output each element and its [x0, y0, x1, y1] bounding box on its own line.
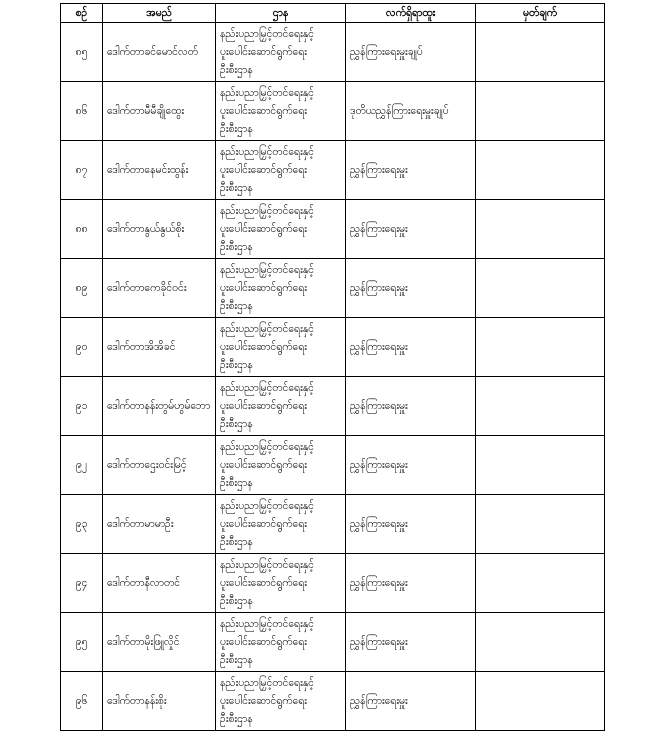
row-number: ၉၅: [61, 613, 103, 672]
department-line: နည်းပညာမြှင့်တင်ရေးနှင့်: [220, 500, 314, 512]
department-cell: [216, 377, 346, 436]
department-cell: [216, 613, 346, 672]
department-line: ပူးပေါင်းဆောင်ရွက်ရေး: [220, 695, 307, 707]
table-row: [61, 554, 605, 613]
person-name: ဒေါက်တာနေမင်းထွန်း: [103, 141, 216, 200]
row-number: ၈၉: [61, 259, 103, 318]
department-line: နည်းပညာမြှင့်တင်ရေးနှင့်: [220, 87, 314, 99]
department-line: ဦးစီးဌာန: [220, 359, 253, 371]
current-position: ညွှန်ကြားရေးမှူး: [346, 495, 476, 554]
department-cell: [216, 82, 346, 141]
remark-cell: [476, 554, 605, 613]
department-line: ပူးပေါင်းဆောင်ရွက်ရေး: [220, 518, 307, 530]
remark-cell: [476, 259, 605, 318]
table-row: [61, 672, 605, 731]
row-number: ၉၄: [61, 554, 103, 613]
department-cell: [216, 495, 346, 554]
department-line: ပူးပေါင်းဆောင်ရွက်ရေး: [220, 341, 307, 353]
person-name: ဒေါက်တာမီမီချိုထွေး: [103, 82, 216, 141]
header-position: လက်ရှိရာထူး: [346, 4, 476, 23]
department-cell: [216, 672, 346, 731]
department-line: နည်းပညာမြှင့်တင်ရေးနှင့်: [220, 264, 314, 276]
header-remark: မှတ်ချက်: [476, 4, 605, 23]
department-line: နည်းပညာမြှင့်တင်ရေးနှင့်: [220, 382, 314, 394]
header-row: [61, 4, 605, 23]
table-row: [61, 200, 605, 259]
department-line: ပူးပေါင်းဆောင်ရွက်ရေး: [220, 282, 307, 294]
person-name: ဒေါက်တာဌေးဝင်းမြင့်: [103, 436, 216, 495]
department-cell: [216, 141, 346, 200]
row-number: ၉၂: [61, 436, 103, 495]
department-cell: [216, 318, 346, 377]
current-position: ညွှန်ကြားရေးမှူး: [346, 141, 476, 200]
current-position: ညွှန်ကြားရေးမှူး: [346, 613, 476, 672]
remark-cell: [476, 141, 605, 200]
person-name: ဒေါက်တာမိုးဖြူလှိုင်: [103, 613, 216, 672]
current-position: ညွှန်ကြားရေးမှူး: [346, 200, 476, 259]
row-number: ၉၀: [61, 318, 103, 377]
remark-cell: [476, 613, 605, 672]
table-row: [61, 23, 605, 82]
header-no: စဉ်: [61, 4, 103, 23]
remark-cell: [476, 82, 605, 141]
person-name: ဒေါက်တာနန်းတွမ်ဟွမ်ဘော: [103, 377, 216, 436]
row-number: ၈၇: [61, 141, 103, 200]
person-name: ဒေါက်တာနွယ်နွယ်စိုး: [103, 200, 216, 259]
department-line: ဦးစီးဌာန: [220, 182, 253, 194]
remark-cell: [476, 436, 605, 495]
current-position: ညွှန်ကြားရေးမှူး: [346, 672, 476, 731]
department-line: ဦးစီးဌာန: [220, 241, 253, 253]
department-line: ပူးပေါင်းဆောင်ရွက်ရေး: [220, 105, 307, 117]
department-cell: [216, 554, 346, 613]
table-row: [61, 259, 605, 318]
department-cell: [216, 436, 346, 495]
remark-cell: [476, 318, 605, 377]
department-line: ဦးစီးဌာန: [220, 595, 253, 607]
department-line: ပူးပေါင်းဆောင်ရွက်ရေး: [220, 400, 307, 412]
person-name: ဒေါက်တာခင်မောင်လတ်: [103, 23, 216, 82]
remark-cell: [476, 377, 605, 436]
remark-cell: [476, 672, 605, 731]
department-line: နည်းပညာမြှင့်တင်ရေးနှင့်: [220, 205, 314, 217]
staff-table: [60, 3, 605, 731]
department-line: ပူးပေါင်းဆောင်ရွက်ရေး: [220, 577, 307, 589]
document-page: [60, 3, 604, 750]
remark-cell: [476, 23, 605, 82]
current-position: ညွှန်ကြားရေးမှူး: [346, 377, 476, 436]
table-row: [61, 436, 605, 495]
department-line: နည်းပညာမြှင့်တင်ရေးနှင့်: [220, 441, 314, 453]
department-line: ပူးပေါင်းဆောင်ရွက်ရေး: [220, 46, 307, 58]
header-name: အမည်: [103, 4, 216, 23]
current-position: ညွှန်ကြားရေးမှူးချုပ်: [346, 23, 476, 82]
row-number: ၈၅: [61, 23, 103, 82]
table-row: [61, 318, 605, 377]
person-name: ဒေါက်တာကေခိုင်ဝင်း: [103, 259, 216, 318]
table-header: [61, 4, 605, 23]
header-dept: ဌာန: [216, 4, 346, 23]
table-row: [61, 495, 605, 554]
row-number: ၉၁: [61, 377, 103, 436]
department-cell: [216, 200, 346, 259]
department-line: နည်းပညာမြှင့်တင်ရေးနှင့်: [220, 146, 314, 158]
department-line: ဦးစီးဌာန: [220, 64, 253, 76]
current-position: ညွှန်ကြားရေးမှူး: [346, 318, 476, 377]
department-line: ပူးပေါင်းဆောင်ရွက်ရေး: [220, 164, 307, 176]
person-name: ဒေါက်တာနီလာတင်: [103, 554, 216, 613]
department-line: ဦးစီးဌာန: [220, 654, 253, 666]
department-line: နည်းပညာမြှင့်တင်ရေးနှင့်: [220, 559, 314, 571]
current-position: ညွှန်ကြားရေးမှူး: [346, 554, 476, 613]
table-body: [61, 23, 605, 731]
table-row: [61, 613, 605, 672]
current-position: ညွှန်ကြားရေးမှူး: [346, 259, 476, 318]
person-name: ဒေါက်တာမာမာဦး: [103, 495, 216, 554]
department-line: နည်းပညာမြှင့်တင်ရေးနှင့်: [220, 618, 314, 630]
person-name: ဒေါက်တာနန်းစိုး: [103, 672, 216, 731]
department-line: ပူးပေါင်းဆောင်ရွက်ရေး: [220, 223, 307, 235]
department-line: ဦးစီးဌာန: [220, 300, 253, 312]
row-number: ၉၆: [61, 672, 103, 731]
row-number: ၉၃: [61, 495, 103, 554]
remark-cell: [476, 495, 605, 554]
current-position: ညွှန်ကြားရေးမှူး: [346, 436, 476, 495]
remark-cell: [476, 200, 605, 259]
department-cell: [216, 259, 346, 318]
department-line: ဦးစီးဌာန: [220, 123, 253, 135]
department-line: ပူးပေါင်းဆောင်ရွက်ရေး: [220, 459, 307, 471]
table-row: [61, 82, 605, 141]
department-line: နည်းပညာမြှင့်တင်ရေးနှင့်: [220, 28, 314, 40]
department-line: ဦးစီးဌာန: [220, 536, 253, 548]
department-line: ဦးစီးဌာန: [220, 713, 253, 725]
table-row: [61, 141, 605, 200]
department-line: ဦးစီးဌာန: [220, 477, 253, 489]
current-position: ဒုတိယညွှန်ကြားရေးမှူးချုပ်: [346, 82, 476, 141]
department-line: နည်းပညာမြှင့်တင်ရေးနှင့်: [220, 323, 314, 335]
department-line: နည်းပညာမြှင့်တင်ရေးနှင့်: [220, 677, 314, 689]
department-line: ဦးစီးဌာန: [220, 418, 253, 430]
department-line: ပူးပေါင်းဆောင်ရွက်ရေး: [220, 636, 307, 648]
person-name: ဒေါက်တာအိအိခင်: [103, 318, 216, 377]
row-number: ၈၈: [61, 200, 103, 259]
table-row: [61, 377, 605, 436]
row-number: ၈၆: [61, 82, 103, 141]
department-cell: [216, 23, 346, 82]
